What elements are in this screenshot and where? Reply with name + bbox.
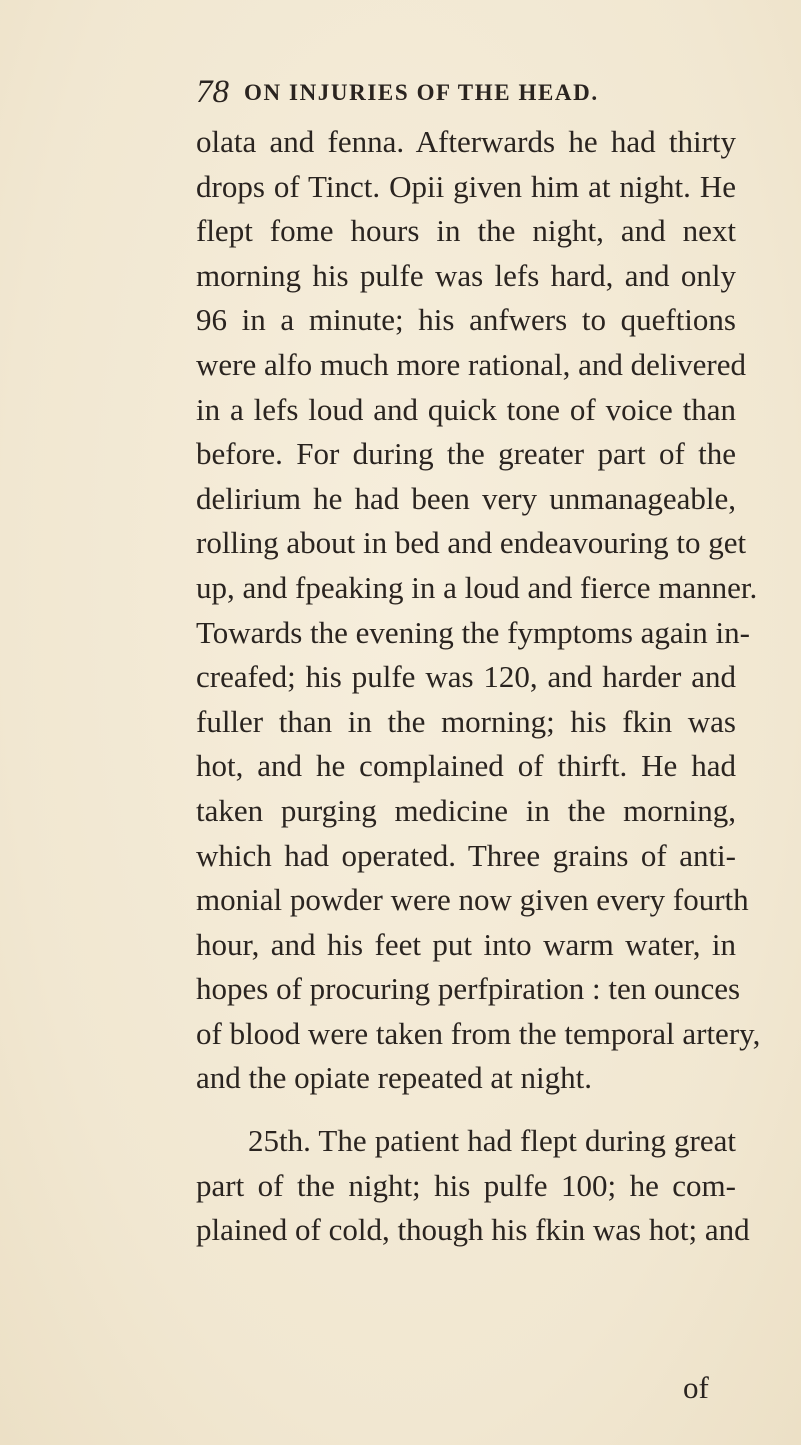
- text-line: creafed; his pulfe was 120, and harder and: [196, 659, 736, 695]
- text-line: plained of cold, though his fkin was hot; and: [196, 1212, 750, 1248]
- text-line: fuller than in the morning; his fkin was: [196, 703, 736, 739]
- running-head: ON INJURIES OF THE HEAD.: [244, 80, 599, 105]
- text-line: part of the night; his pulfe 100; he com-: [196, 1167, 736, 1203]
- text-line: Towards the evening the fymptoms again in-: [196, 614, 750, 650]
- text-line: flept fome hours in the night, and next: [196, 213, 736, 249]
- text-line: in a lefs loud and quick tone of voice than: [196, 391, 736, 427]
- text-line: delirium he had been very unmanageable,: [196, 480, 736, 516]
- text-line: rolling about in bed and endeavouring to get: [196, 525, 747, 561]
- text-line: drops of Tinct. Opii given him at night. He: [196, 168, 736, 204]
- paragraph-gap: [196, 1101, 736, 1119]
- text-line: 96 in a minute; his anfwers to queftions: [196, 302, 736, 338]
- text-line: hopes of procuring perfpiration : ten ounces: [196, 971, 741, 1007]
- text-line: olata and fenna. Afterwards he had thirty: [196, 124, 736, 159]
- body-text: [196, 120, 761, 1253]
- paragraph: [196, 1119, 750, 1253]
- text-line: taken purging medicine in the morning,: [196, 792, 736, 828]
- text-line: which had operated. Three grains of anti-: [196, 837, 736, 873]
- page-number: 78: [196, 74, 229, 110]
- text-line: up, and fpeaking in a loud and fierce manner.: [196, 569, 758, 605]
- text-line: before. For during the greater part of the: [196, 436, 736, 472]
- text-line: 25th. The patient had flept during great: [248, 1123, 736, 1159]
- text-line: and the opiate repeated at night.: [196, 1060, 592, 1096]
- text-line: of blood were taken from the temporal artery,: [196, 1015, 761, 1051]
- text-line: monial powder were now given every fourth: [196, 882, 749, 918]
- text-line: hot, and he complained of thirft. He had: [196, 748, 736, 784]
- paragraph: [196, 120, 761, 1101]
- text-line: morning his pulfe was lefs hard, and only: [196, 257, 736, 293]
- page-header: [0, 72, 801, 112]
- text-line: hour, and his feet put into warm water, in: [196, 926, 736, 962]
- text-line: were alfo much more rational, and delivered: [196, 346, 747, 382]
- catchword: of: [683, 1370, 709, 1405]
